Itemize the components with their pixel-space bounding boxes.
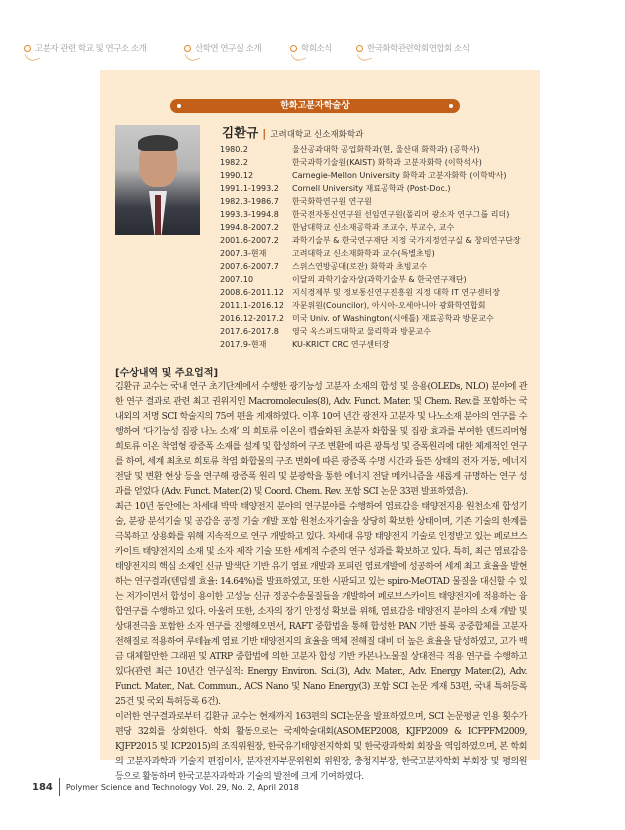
career-date: 2007.3-현재 [220, 249, 267, 258]
divider [59, 778, 60, 796]
career-date: 1982.3-1986.7 [220, 197, 279, 206]
nav-item-labs[interactable] [184, 42, 261, 54]
award-banner [170, 99, 460, 113]
career-row [220, 312, 521, 325]
career-date: 2008.6-2011.12 [220, 288, 284, 297]
profile-photo [115, 125, 200, 235]
career-desc: 한국과학기술원(KAIST) 화학과 고분자화학 (이학석사) [292, 158, 482, 167]
career-row [220, 338, 521, 351]
nav-label: 학회소식 [301, 44, 332, 54]
career-date: 2007.6-2007.7 [220, 262, 279, 271]
paragraph: 이러한 연구결과로부터 김환규 교수는 현재까지 163편의 SCI논문을 발표하였으며, SCI 논문평균 인용 횟수가 편당 32회를 상회한다. 학회 활동으로는 국제학술대회(ASOMEP2008, KJFP2009 & ICFPFM2009, KJFP2015 및 ICP2015)의 조직위원장, 한국유기태양전지학회 및 한국광과학회 회장을 역임하였으며, 본 학회의 고분자과학과 기술지 편집이사, 분자전자부문위원회 위원장, 충청지부장, 한국고분자학회 부회장 및 평의원 등으로 활동하며 한국고분자과학과 기술의 발전에 크게 기여하였다. [115, 712, 527, 782]
journal-info: Polymer Science and Technology Vol. 29, No. 2, April 2018 [65, 782, 299, 792]
career-row [220, 208, 521, 221]
location-pin-icon [290, 45, 297, 52]
career-date: 2017.9-현재 [220, 340, 267, 349]
career-list [220, 143, 521, 351]
career-row [220, 143, 521, 156]
nav-label: 고분자 관련 학교 및 연구소 소개 [35, 44, 147, 54]
career-row [220, 325, 521, 338]
bullet-icon [449, 104, 453, 108]
paragraph: 김환규 교수는 국내 연구 초기단계에서 수행한 광기능성 고분자 소재의 합성 및 응용(OLEDs, NLO) 분야에 관한 연구 결과로 관련 최고 권위지인 Macromolecules(8), Adv. Funct. Mater. 및 Chem. Rev.를 포함하는 국내외의 저명 SCI 학술지의 75여 편을 게재하였다. 이후 10여 년간 광전자 고분자 및 나노소재 분야의 연구를 수행하여 ‘다기능성 집광 나노 소재’ 의 희토류 이온이 캡슐화된 초분자 화합물 및 집광 효과를 부여한 덴드리머형 희토류 이온 착염형 광증폭 소재를 설계 및 합성하여 구조 변환에 따른 광특성 및 증폭원리에 대한 체계적인 연구를 하여, 세계 최초로 희토류 착염 화합물의 구조 변화에 따른 광증폭 수명 시간과 들뜬 상태의 전자 거동, 에너지 전달 및 변환 현상 등을 연구해 광증폭 원리 및 분광학을 통한 에너지 전달 메커니즘을 새롭게 규명하는 연구 성과를 얻었다 (Adv. Funct. Mater.(2) 및 Coord. Chem. Rev. 포함 SCI 논문 33편 발표하였음). [115, 382, 527, 497]
paragraph: 최근 10년 동안에는 차세대 박막 태양전지 분야의 연구분야를 수행하여 염료감응 태양전지용 원천소재 합성기술, 분광 분석기술 및 공감응 공정 기술 개발 포함 원천소자기술을 상당히 확보한 상태이며, 기존 기술의 한계를 극복하고 상용화를 위해 지속적으로 연구 개발하고 있다. 차세대 유망 태양전지 기술로 인정받고 있는 페로브스카이트 태양전지의 소재 및 소자 제작 기술 또한 세계적 수준의 연구 성과를 확보하고 있다. 특히, 최근 염료감응 태양전지의 핵심 소재인 신규 발색단 기반 유기 염료 개발과 포피린 염료개발에 성공하여 세계 최고 효율을 발현하는 연구결과(텐덤셀 효율: 14.64%)를 발표하였고, 또한 시판되고 있는 spiro-MeOTAD 물질을 대신할 수 있는 저가이면서 합성이 용이한 고성능 신규 정공수송물질들을 개발하여 페로브스카이트 태양전지에 적용하는 융합연구를 수행하고 있다. 아울러 또한, 소자의 장기 안정성 확보를 위해, 염료감응 태양전지 분야의 소재 개발 및 상대전극을 포함한 소자 연구를 진행해오면서, RAFT 중합법을 통해 합성한 PAN 기반 블록 공중합체를 고분자 전해질로 적용하여 루테늄계 염료 기반 태양전지의 효율을 액체 전해질 대비 더 높은 효율을 달성하였고, 고가 백금 대체할만한 그래핀 및 ATRP 중합법에 의한 고분자 합성 기반 카본나노물질 상대전극 적용 연구를 수행하고 있다(관련 최근 10년간 연구실적: Energy Environ. Sci.(3), Adv. Mater., Adv. Energy Mater.(2), Adv. Funct. Mater., Nat. Commun., ACS Nano 및 Nano Energy(3) 포함 SCI 논문 게재 53편, 국내 특허등록 25건 및 국외 특허등록 6건). [115, 502, 527, 707]
nav-item-society-news[interactable] [290, 42, 332, 54]
career-date: 2016.12-2017.2 [220, 314, 284, 323]
recipient-affiliation: 고려대학교 신소재화학과 [270, 130, 364, 140]
career-desc: 울산공과대학 공업화학과(현, 울산대 화학과) (공학사) [292, 145, 480, 154]
nav-item-federation-news[interactable] [356, 42, 469, 54]
career-date: 2001.6-2007.2 [220, 236, 279, 245]
career-desc: 고려대학교 신소재화학과 교수(특별초빙) [292, 249, 435, 258]
career-desc: 이달의 과학기술자상(과학기술부 & 한국연구재단) [292, 275, 467, 284]
career-desc: 한남대학교 신소재공학과 조교수, 부교수, 교수 [292, 223, 455, 232]
career-date: 1982.2 [220, 158, 248, 167]
career-row [220, 299, 521, 312]
career-row [220, 195, 521, 208]
career-date: 1993.3-1994.8 [220, 210, 279, 219]
career-date: 1994.8-2007.2 [220, 223, 279, 232]
profile-header: 김환규 | 고려대학교 신소재화학과 [222, 125, 364, 140]
career-row [220, 260, 521, 273]
nav-item-schools[interactable] [24, 42, 146, 54]
career-row [220, 286, 521, 299]
career-desc: 한국화학연구원 연구원 [292, 197, 372, 206]
page-number: 184 [32, 781, 53, 793]
career-date: 2017.6-2017.8 [220, 327, 279, 336]
career-row [220, 221, 521, 234]
career-date: 1991.1-1993.2 [220, 184, 279, 193]
career-row [220, 273, 521, 286]
page-footer [32, 778, 299, 796]
award-title: 한화고분자학술상 [280, 101, 350, 111]
location-pin-icon [184, 45, 191, 52]
career-row [220, 156, 521, 169]
career-row [220, 169, 521, 182]
career-desc: 영국 옥스퍼드대학교 물리학과 방문교수 [292, 327, 432, 336]
career-desc: 자문위원(Councilor), 아시아-오세아니아 광화학연합회 [292, 301, 486, 310]
career-desc: 스위스연방공대(로잔) 화학과 초빙교수 [292, 262, 427, 271]
section-nav [0, 42, 625, 62]
nav-label: 한국화학관련학회연합회 소식 [367, 44, 470, 54]
career-desc: 지식경제부 및 정보통신연구진흥원 지정 대학 IT 연구센터장 [292, 288, 500, 297]
location-pin-icon [356, 45, 363, 52]
career-desc: KU-KRICT CRC 연구센터장 [292, 340, 390, 349]
recipient-name: 김환규 [222, 125, 259, 140]
achievements-body [115, 380, 527, 785]
career-desc: Cornell University 재료공학과 (Post-Doc.) [292, 184, 451, 193]
career-desc: 한국전자통신연구원 선임연구원(폴리머 광소자 연구그룹 리더) [292, 210, 510, 219]
career-desc: Carnegie-Mellon University 화학과 고분자화학 (이학박사) [292, 171, 507, 180]
bullet-icon [177, 104, 181, 108]
career-date: 1990.12 [220, 171, 254, 180]
section-title: [수상내역 및 주요업적] [115, 368, 219, 379]
career-row [220, 182, 521, 195]
career-date: 2011.1-2016.12 [220, 301, 284, 310]
career-desc: 미국 Univ. of Washington(시애틀) 재료공학과 방문교수 [292, 314, 494, 323]
location-pin-icon [24, 45, 31, 52]
career-date: 2007.10 [220, 275, 254, 284]
career-desc: 과학기술부 & 한국연구재단 지정 국가지정연구실 & 창의연구단장 [292, 236, 521, 245]
career-row [220, 234, 521, 247]
award-panel [100, 70, 540, 782]
nav-label: 산학연 연구실 소개 [195, 44, 262, 54]
career-date: 1980.2 [220, 145, 248, 154]
career-row [220, 247, 521, 260]
